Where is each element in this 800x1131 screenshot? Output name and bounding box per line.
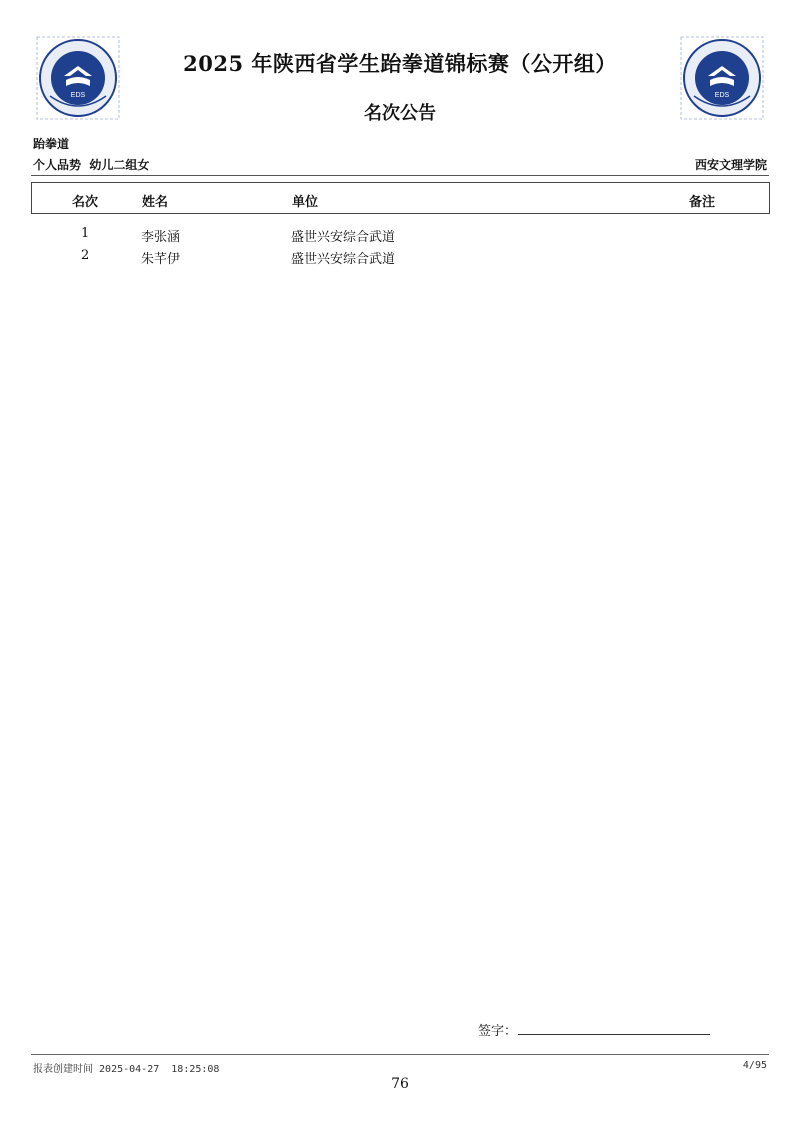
event-label: 个人品势 幼儿二组女 <box>33 158 150 172</box>
page-number: 76 <box>391 1076 409 1092</box>
created-time: 2025-04-27 18:25:08 <box>99 1064 220 1075</box>
page-title: 2025 年陕西省学生跆拳道锦标赛（公开组） <box>183 51 617 76</box>
column-header-unit: 单位 <box>292 195 319 210</box>
column-header-name: 姓名 <box>142 195 169 210</box>
created-label: 报表创建时间 <box>33 1064 93 1075</box>
table-row <box>31 248 769 270</box>
table-header <box>31 182 770 214</box>
name-cell: 朱芊伊 <box>141 252 181 267</box>
signature-line <box>518 1034 710 1035</box>
report-created <box>33 1060 219 1075</box>
footer-divider <box>31 1054 769 1055</box>
column-header-rank: 名次 <box>72 195 99 210</box>
table-row <box>31 226 769 248</box>
page-subtitle: 名次公告 <box>364 103 436 124</box>
name-cell: 李张涵 <box>141 230 181 245</box>
page-of-total: 4/95 <box>742 1060 767 1071</box>
svg-text:EDS: EDS <box>70 92 86 99</box>
svg-text:EDS: EDS <box>714 92 730 99</box>
rank-cell: 2 <box>81 248 90 263</box>
unit-cell: 盛世兴安综合武道 <box>291 252 396 267</box>
rank-cell: 1 <box>81 226 90 241</box>
sport-label: 跆拳道 <box>33 137 70 151</box>
unit-cell: 盛世兴安综合武道 <box>291 230 396 245</box>
header-divider <box>31 175 769 176</box>
organizer-label: 西安文理学院 <box>694 158 767 172</box>
column-header-note: 备注 <box>689 195 716 210</box>
signature-label: 签字： <box>478 1024 518 1039</box>
